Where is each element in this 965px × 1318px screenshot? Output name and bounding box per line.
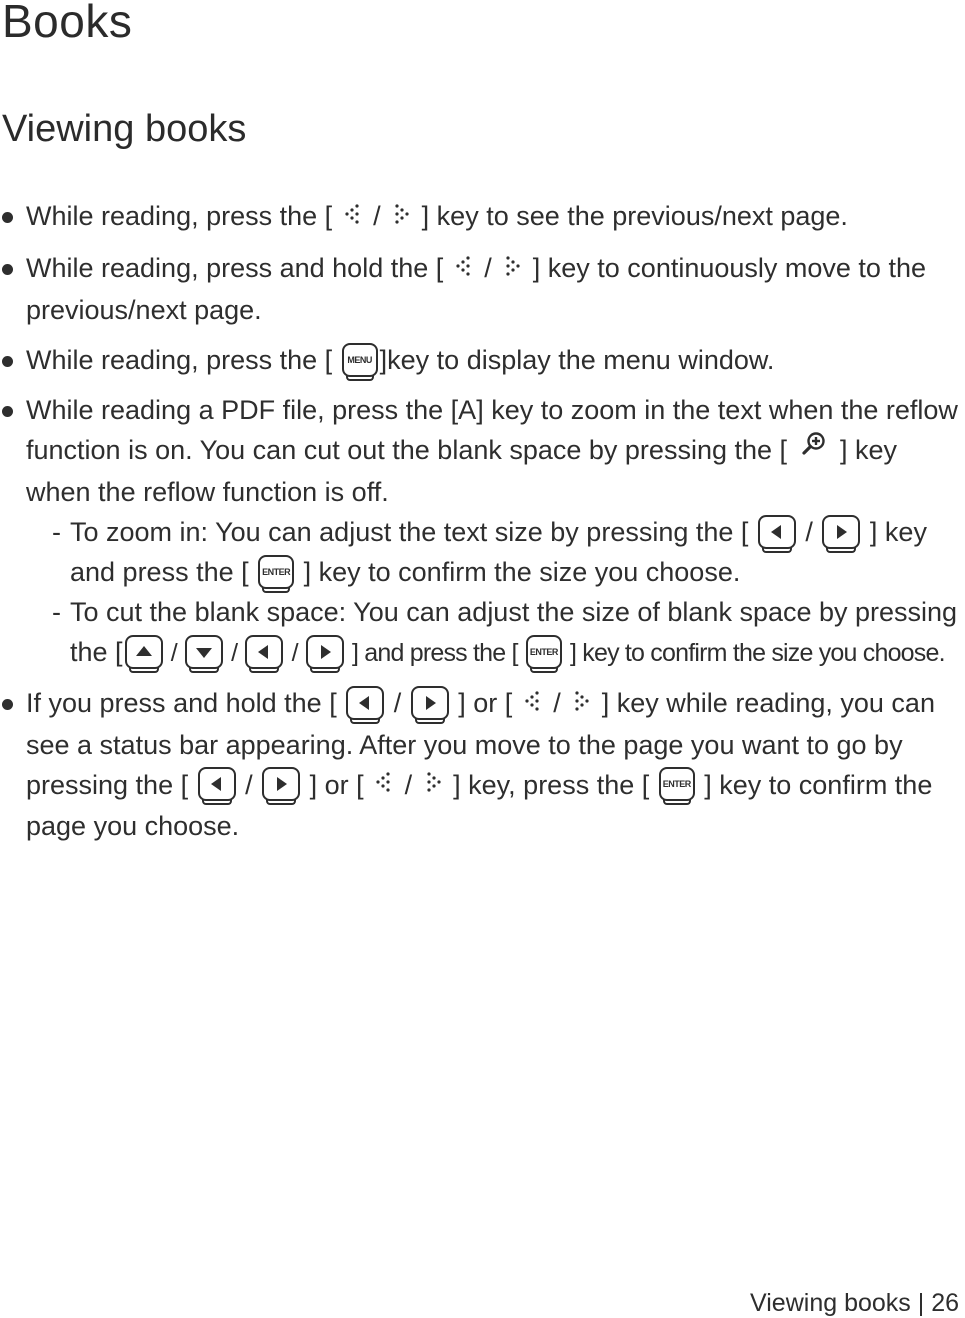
- enter-key-icon: [659, 767, 695, 801]
- left-arrow-key-icon: [346, 686, 384, 720]
- item-text: /: [476, 252, 500, 283]
- list-item: [0, 248, 965, 330]
- list-item: [0, 683, 965, 847]
- sub-item-text: ] key to confirm the size you choose.: [296, 556, 741, 587]
- bullet-icon: [2, 699, 13, 710]
- dotted-left-arrow-icon: [523, 683, 543, 723]
- sub-item-text: ] and press the [: [345, 638, 524, 667]
- content: [0, 196, 965, 856]
- left-arrow-key-icon: [758, 515, 796, 549]
- dotted-right-arrow-icon: [502, 248, 522, 288]
- left-arrow-key-icon: [245, 635, 283, 669]
- item-text: /: [365, 201, 389, 231]
- enter-key-label: ENTER: [662, 779, 691, 790]
- bullet-icon: [2, 212, 13, 223]
- list-item: [0, 196, 965, 238]
- item-text: ]key to display the menu window.: [379, 344, 775, 375]
- dotted-right-arrow-icon: [391, 196, 411, 236]
- dotted-left-arrow-icon: [454, 248, 474, 288]
- item-text: ] key while reading, you can see a status bar appearing. After you move to the page you want to go by pressing the [: [26, 687, 935, 800]
- left-arrow-key-icon: [198, 767, 236, 801]
- enter-key-icon: [258, 555, 294, 589]
- right-arrow-key-icon: [411, 686, 449, 720]
- item-text: While reading, press the [: [26, 344, 340, 375]
- footer-section: Viewing books: [750, 1289, 911, 1317]
- item-text: ] key when the reflow function is off.: [26, 434, 898, 507]
- dotted-right-arrow-icon: [571, 683, 591, 723]
- sub-item-text: /: [224, 638, 244, 667]
- bullet-icon: [2, 406, 13, 417]
- item-text: While reading, press and hold the [: [26, 252, 451, 283]
- dotted-left-arrow-icon: [374, 764, 394, 804]
- sub-item-text: To cut the blank space: You can adjust the size of blank space by pressing the [: [70, 596, 958, 667]
- sub-item-text: /: [285, 638, 304, 667]
- item-text: /: [545, 687, 569, 718]
- item-text: ] key to continuously move to the previous/next page.: [26, 252, 926, 325]
- sub-item-text: ] key to confirm the size you choose.: [563, 638, 945, 667]
- page-number: 26: [931, 1289, 959, 1317]
- right-arrow-key-icon: [262, 767, 300, 801]
- page-footer: [750, 1289, 959, 1318]
- item-text: ] key, press the [: [445, 769, 657, 800]
- sub-item-text: /: [797, 516, 821, 547]
- enter-key-label: ENTER: [262, 566, 291, 577]
- item-text: ] key to confirm the page you choose.: [26, 769, 933, 842]
- item-text: While reading a PDF file, press the [A] key to zoom in the text when the reflow function is on. You can cut out the blank space by pressing the [: [26, 394, 958, 465]
- zoom-in-icon: [801, 428, 827, 468]
- list-item: [0, 340, 965, 380]
- item-text: /: [237, 769, 261, 800]
- item-text: ] key to see the previous/next page.: [414, 201, 848, 231]
- section-title: Viewing books: [2, 108, 247, 150]
- sub-item-zoom: - To zoom in: You can adjust the text size by pressing the [ / ] key and press the [ ENTER ] key to confirm the size you choose.: [26, 512, 965, 592]
- enter-key-icon: [526, 635, 562, 669]
- menu-key-icon: [342, 343, 378, 377]
- item-text: ] or [: [450, 687, 520, 718]
- item-text: ] or [: [302, 769, 372, 800]
- page-title: Books: [2, 0, 133, 47]
- list-item: [0, 390, 965, 673]
- sub-item-cut: - To cut the blank space: You can adjust the size of blank space by pressing the [ / / / ] and press the [ ENTER ] key to confirm the size you choose.: [26, 592, 965, 673]
- dotted-left-arrow-icon: [343, 196, 363, 236]
- footer-separator: |: [910, 1289, 932, 1317]
- right-arrow-key-icon: [306, 635, 344, 669]
- item-text: /: [397, 769, 420, 800]
- bullet-icon: [2, 264, 13, 275]
- sub-item-text: To zoom in: You can adjust the text size by pressing the [: [70, 516, 756, 547]
- item-text: If you press and hold the [: [26, 687, 345, 718]
- item-text: While reading, press the [: [26, 201, 340, 231]
- right-arrow-key-icon: [822, 515, 860, 549]
- dotted-right-arrow-icon: [423, 764, 443, 804]
- item-text: /: [386, 687, 409, 718]
- sub-item-text: /: [164, 638, 183, 667]
- enter-key-label: ENTER: [529, 646, 558, 657]
- bullet-icon: [2, 356, 13, 367]
- menu-key-label: MENU: [347, 354, 372, 365]
- sub-item-text: ] key and press the [: [70, 516, 927, 587]
- up-arrow-key-icon: [125, 635, 163, 669]
- down-arrow-key-icon: [185, 635, 223, 669]
